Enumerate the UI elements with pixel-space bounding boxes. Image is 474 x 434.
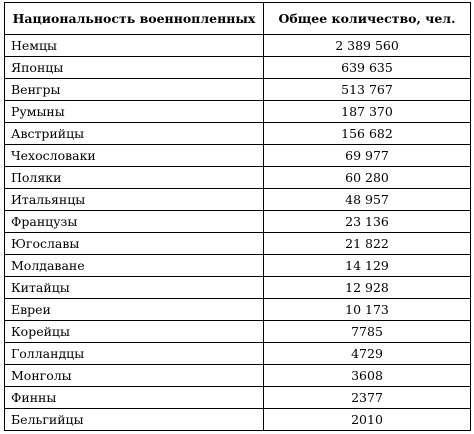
cell-total: 2 389 560	[264, 35, 471, 57]
table-row	[5, 233, 471, 255]
cell-total: 513 767	[264, 79, 471, 101]
cell-total: 10 173	[264, 299, 471, 321]
table-row	[5, 79, 471, 101]
table-row	[5, 145, 471, 167]
cell-nationality: Поляки	[5, 167, 264, 189]
cell-total: 48 957	[264, 189, 471, 211]
table-row	[5, 409, 471, 431]
cell-total: 7785	[264, 321, 471, 343]
cell-nationality: Евреи	[5, 299, 264, 321]
pow-nationality-table	[4, 2, 471, 431]
cell-total: 4729	[264, 343, 471, 365]
cell-nationality: Монголы	[5, 365, 264, 387]
cell-nationality: Югославы	[5, 233, 264, 255]
cell-nationality: Итальянцы	[5, 189, 264, 211]
table-row	[5, 211, 471, 233]
header-row	[5, 3, 471, 35]
header-total: Общее количество, чел.	[264, 3, 471, 35]
cell-nationality: Японцы	[5, 57, 264, 79]
table-row	[5, 35, 471, 57]
table-header	[5, 3, 471, 35]
cell-nationality: Молдаване	[5, 255, 264, 277]
cell-total: 156 682	[264, 123, 471, 145]
cell-nationality: Голландцы	[5, 343, 264, 365]
cell-total: 60 280	[264, 167, 471, 189]
table-row	[5, 101, 471, 123]
cell-nationality: Немцы	[5, 35, 264, 57]
table-row	[5, 57, 471, 79]
cell-total: 23 136	[264, 211, 471, 233]
cell-total: 187 370	[264, 101, 471, 123]
table-row	[5, 167, 471, 189]
cell-nationality: Финны	[5, 387, 264, 409]
cell-nationality: Австрийцы	[5, 123, 264, 145]
header-nationality: Национальность военнопленных	[5, 3, 264, 35]
cell-nationality: Французы	[5, 211, 264, 233]
table-row	[5, 299, 471, 321]
cell-total: 14 129	[264, 255, 471, 277]
cell-nationality: Чехословаки	[5, 145, 264, 167]
table-row	[5, 123, 471, 145]
cell-nationality: Венгры	[5, 79, 264, 101]
cell-nationality: Бельгийцы	[5, 409, 264, 431]
table-row	[5, 189, 471, 211]
table-body	[5, 35, 471, 431]
cell-total: 2010	[264, 409, 471, 431]
table-row	[5, 343, 471, 365]
table-row	[5, 321, 471, 343]
pow-table-container	[4, 2, 470, 431]
table-row	[5, 387, 471, 409]
cell-total: 639 635	[264, 57, 471, 79]
cell-total: 21 822	[264, 233, 471, 255]
cell-nationality: Румыны	[5, 101, 264, 123]
cell-total: 2377	[264, 387, 471, 409]
table-row	[5, 365, 471, 387]
cell-nationality: Корейцы	[5, 321, 264, 343]
table-row	[5, 277, 471, 299]
cell-nationality: Китайцы	[5, 277, 264, 299]
cell-total: 69 977	[264, 145, 471, 167]
cell-total: 3608	[264, 365, 471, 387]
cell-total: 12 928	[264, 277, 471, 299]
table-row	[5, 255, 471, 277]
